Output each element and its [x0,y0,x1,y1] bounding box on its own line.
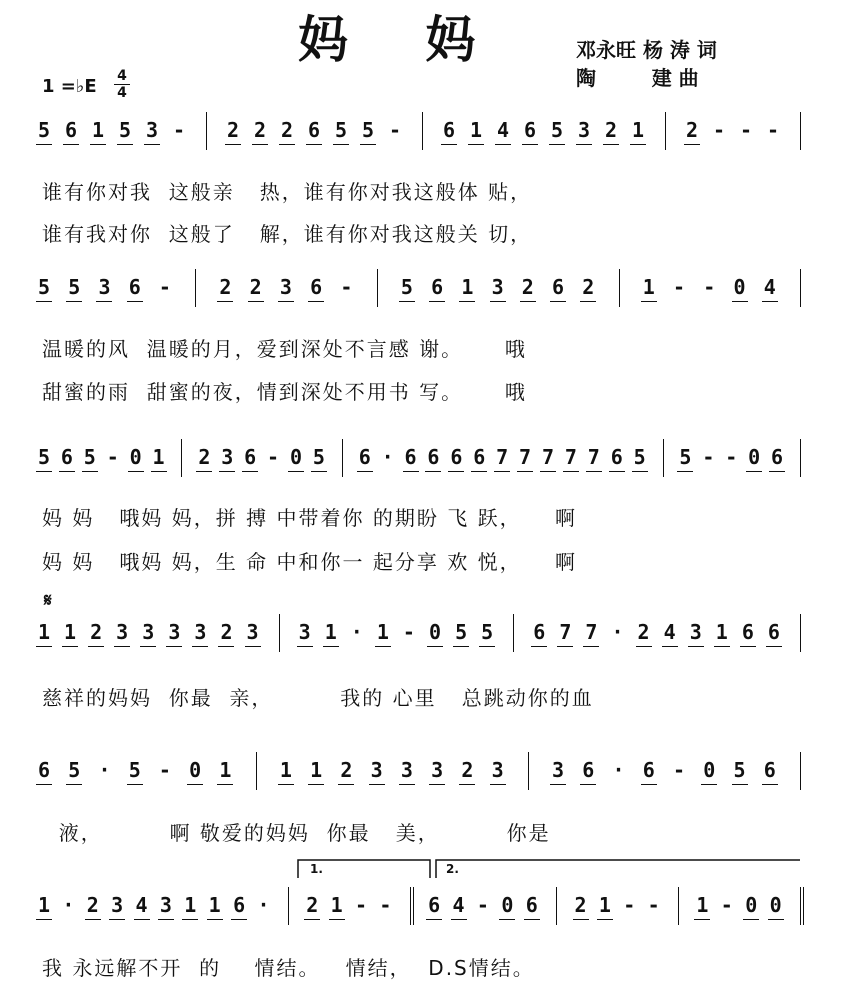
note: 4 [496,118,510,142]
lyric-1-verse-2: 谁有我对你 这般了 解，谁有你对我这般关 切， [42,222,533,246]
note: 1 [469,118,483,142]
lyric-4: 慈祥的妈妈 你最 亲， 我的 心里 总跳动你的血 [42,686,594,710]
note: 7 [564,445,577,469]
note: 7 [541,445,555,469]
note: 3 [145,118,159,142]
note: 6 [582,758,595,782]
note: 5 [37,445,51,469]
note: 6 [767,620,780,644]
note: 5 [550,118,564,142]
note: - [739,118,753,142]
note: 1 [184,893,197,917]
note: 1 [37,893,51,917]
note: 3 [491,275,504,299]
note: 2 [461,758,474,782]
note: 1 [715,620,728,644]
page-title: 妈 妈 [298,10,506,69]
note: 1 [631,118,645,142]
note: 6 [523,118,537,142]
note: 3 [221,445,234,469]
note: 6 [741,620,754,644]
note: 5 [37,118,51,142]
note: 7 [559,620,572,644]
note: 1 [152,445,165,469]
note: - [673,758,686,782]
note: 1 [64,620,77,644]
lyric-5: 液， 啊 敬爱的妈妈 你最 美， 你是 [42,821,551,845]
note: 0 [501,893,514,917]
note: · [62,893,75,917]
first-ending-label: 1. [310,862,323,876]
note: 5 [68,758,81,782]
note: 3 [400,758,413,782]
lyric-2-verse-1: 温暖的风 温暖的月，爱到深处不言感 谢。 哦 [42,337,527,361]
note: - [720,893,733,917]
note: · [257,893,270,917]
note: 1 [642,275,655,299]
note: 2 [574,893,587,917]
note: 6 [450,445,463,469]
note: 6 [233,893,246,917]
note: · [612,758,625,782]
note: 4 [763,275,776,299]
note: 3 [279,275,292,299]
note: - [158,758,171,782]
note: 5 [334,118,348,142]
note: 6 [525,893,538,917]
note: 0 [129,445,142,469]
note: 0 [289,445,303,469]
note: 5 [400,275,413,299]
note: 0 [745,893,758,917]
note: 2 [86,893,99,917]
note: 7 [519,445,532,469]
note: 3 [194,620,207,644]
note: 0 [733,275,746,299]
note: 0 [748,445,761,469]
note: 5 [679,445,692,469]
note: 5 [733,758,746,782]
note: 0 [769,893,782,917]
lyricist-credit: 邓永旺 杨 涛 词 [576,38,717,62]
note: - [712,118,726,142]
note: 5 [118,118,132,142]
lyric-2-verse-2: 甜蜜的雨 甜蜜的夜，情到深处不用书 写。 哦 [42,380,527,404]
note: 5 [83,445,96,469]
note: 1 [330,893,343,917]
note: 3 [370,758,383,782]
note: 5 [633,445,646,469]
note: 2 [198,445,211,469]
note: 1 [461,275,474,299]
note: 2 [249,275,262,299]
lyric-6: 我 永远解不开 的 情结。 情结， D.S情结。 [42,956,535,980]
note: - [725,445,738,469]
note: 4 [452,893,465,917]
note: · [611,620,624,644]
note: 2 [220,620,233,644]
note: 6 [427,445,440,469]
note: 6 [442,118,456,142]
note: 1 [91,118,105,142]
note: 6 [642,758,655,782]
note: · [98,758,111,782]
note: 3 [142,620,155,644]
note: 4 [135,893,148,917]
second-ending-label: 2. [446,862,459,876]
note: - [702,445,715,469]
note: - [623,893,636,917]
note: 1 [376,620,389,644]
lyric-3-verse-1: 妈 妈 哦妈 妈，拼 搏 中带着你 的期盼 飞 跃， 啊 [42,506,578,530]
note: 1 [310,758,323,782]
note: 3 [689,620,702,644]
note: 3 [552,758,565,782]
note: 2 [340,758,353,782]
note: 6 [60,445,73,469]
note: 6 [473,445,486,469]
time-signature-bottom: 4 [117,85,127,101]
note: · [350,620,363,644]
lyric-1-verse-1: 谁有你对我 这般亲 热，谁有你对我这般体 贴， [42,180,533,204]
note: 2 [637,620,650,644]
note: 3 [116,620,129,644]
note: · [381,445,394,469]
note: - [267,445,280,469]
note: 7 [496,445,509,469]
note: 6 [244,445,257,469]
note: 0 [703,758,716,782]
note: 3 [246,620,259,644]
note: 5 [455,620,468,644]
note: 5 [312,445,325,469]
note: 7 [585,620,598,644]
note: 6 [37,758,51,782]
note: 6 [771,445,784,469]
note: 0 [429,620,442,644]
note: 6 [763,758,776,782]
note: - [340,275,353,299]
note: 5 [481,620,494,644]
note: 2 [226,118,240,142]
note: 2 [604,118,618,142]
note: 5 [37,275,51,299]
note: 1 [208,893,221,917]
note: 5 [68,275,81,299]
note: - [766,118,780,142]
note: 3 [168,620,181,644]
note: 4 [663,620,676,644]
note: - [172,118,186,142]
note: 6 [431,275,444,299]
note: 5 [361,118,375,142]
note: 6 [404,445,417,469]
note: 3 [111,893,124,917]
note: 6 [310,275,323,299]
note: - [379,893,392,917]
note: 2 [253,118,267,142]
note: 3 [159,893,172,917]
note: 7 [587,445,600,469]
note: 6 [128,275,141,299]
note: 1 [219,758,232,782]
note: 1 [598,893,611,917]
note: - [476,893,489,917]
note: 2 [219,275,232,299]
note: - [647,893,660,917]
note: - [158,275,171,299]
note: 6 [552,275,565,299]
note: 3 [98,275,111,299]
note: - [388,118,402,142]
note: 2 [582,275,595,299]
note: 6 [307,118,321,142]
note: 1 [324,620,337,644]
note: 1 [37,620,51,644]
segno-sign: 𝄋 [44,590,52,611]
lyric-3-verse-2: 妈 妈 哦妈 妈，生 命 中和你一 起分享 欢 悦， 啊 [42,550,578,574]
note: 3 [298,620,311,644]
note: 6 [428,893,441,917]
time-signature-top: 4 [117,68,127,84]
note: 6 [64,118,78,142]
note: 6 [533,620,546,644]
note: - [402,620,415,644]
note: 5 [128,758,141,782]
note: 2 [90,620,103,644]
note: 0 [189,758,202,782]
note: 2 [685,118,699,142]
note: 6 [610,445,623,469]
note: 3 [577,118,591,142]
note: 1 [279,758,292,782]
note: - [106,445,119,469]
note: - [355,893,368,917]
note: 2 [280,118,294,142]
note: 2 [306,893,319,917]
composer-credit: 陶 建 曲 [576,66,699,90]
note: 2 [521,275,534,299]
note: - [703,275,716,299]
note: - [673,275,686,299]
note: 6 [358,445,371,469]
key-signature: 1 =♭E [42,76,97,97]
note: 3 [431,758,444,782]
note: 3 [491,758,504,782]
note: 1 [696,893,709,917]
